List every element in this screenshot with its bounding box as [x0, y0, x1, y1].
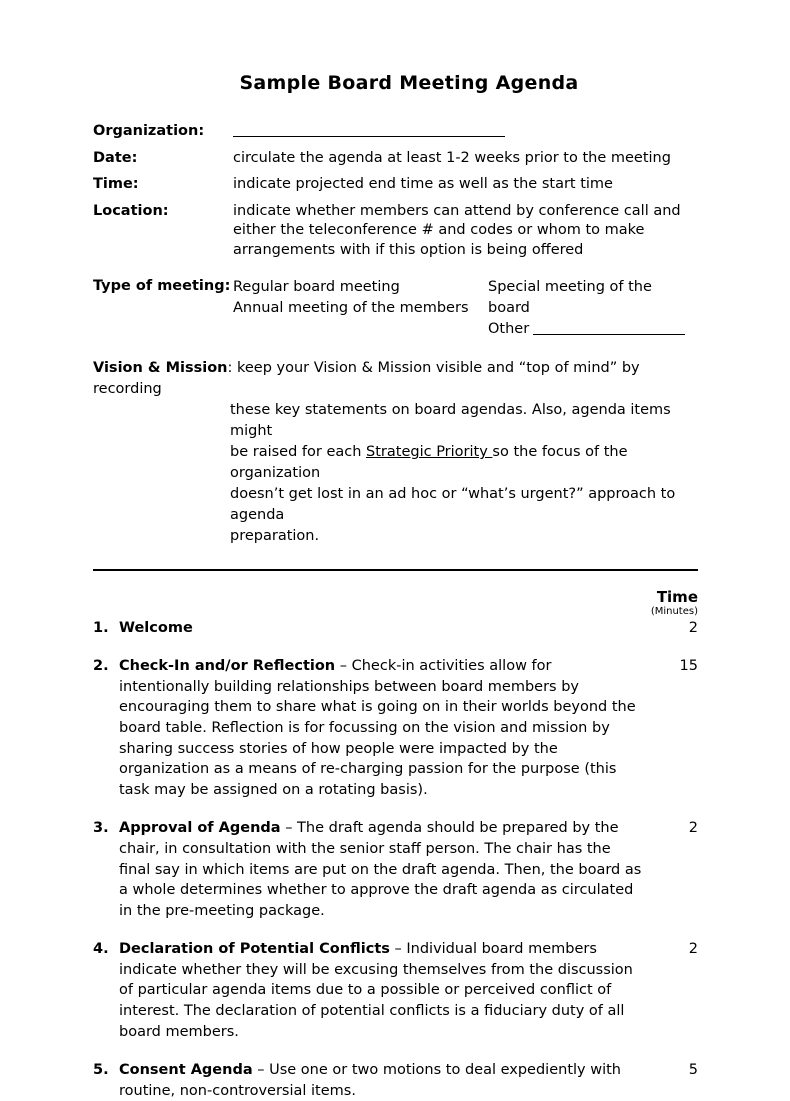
vision-mission-line1: : keep your Vision & Mission visible and “top of mind” by recording [93, 360, 640, 398]
agenda-item-time: 15 [679, 658, 698, 675]
organization-blank-line[interactable] [233, 125, 505, 137]
agenda-item-title: Consent Agenda [119, 1062, 253, 1079]
meta-value-location: indicate whether members can attend by conference call and either the teleconference # and codes or whom to make arrangements with if this option is being offered [233, 202, 681, 258]
meta-value-time: indicate projected end time as well as the start time [233, 176, 613, 193]
meta-value-date: circulate the agenda at least 1-2 weeks prior to the meeting [233, 149, 671, 166]
agenda-item-number: 2. [93, 658, 109, 675]
agenda-item [93, 818, 698, 921]
meta-row-date [93, 149, 694, 169]
time-heading: Time [656, 588, 698, 607]
agenda-item-number: 5. [93, 1062, 109, 1079]
meeting-type-other-blank-line[interactable] [533, 323, 685, 335]
meeting-type-column-right [488, 277, 694, 339]
meta-label-type-of-meeting: Type of meeting: [93, 278, 231, 295]
agenda-item [93, 656, 698, 800]
agenda-item-number: 3. [93, 820, 109, 837]
agenda-item-body [119, 1060, 652, 1101]
agenda-item-title: Declaration of Potential Conflicts [119, 941, 390, 958]
meta-row-type-of-meeting [93, 277, 694, 339]
meeting-type-annual[interactable]: Annual meeting of the members [233, 299, 469, 316]
vision-line3-post: so the focus of the organization [230, 444, 628, 482]
agenda-item-body [119, 818, 652, 921]
meeting-type-column-left [233, 277, 488, 339]
meta-label-time: Time: [93, 176, 139, 193]
agenda-item-title: Check-In and/or Reflection [119, 658, 336, 675]
agenda-item-description: – The draft agenda should be prepared by the chair, in consultation with the senior staff person. The chair has the final say in which items are put on the draft agenda. Then, the board as a whole determines whether to approve the draft agenda as circulated in the pre-meeting package. [119, 820, 642, 919]
agenda-items-list [0, 618, 790, 1101]
agenda-item-time: 2 [688, 619, 698, 636]
vision-mission-section [0, 358, 790, 547]
agenda-item-number: 1. [93, 619, 109, 636]
agenda-item-time: 5 [688, 1062, 698, 1079]
meta-row-location [93, 202, 694, 261]
agenda-item-description: – Individual board members indicate whether they will be excusing themselves from the discussion of particular agenda items due to a possible or perceived conflict of interest. The declaration of potential conflicts is a fiduciary duty of all board members. [119, 941, 633, 1040]
meta-label-organization: Organization: [93, 123, 205, 139]
agenda-item [93, 618, 698, 639]
vision-mission-line2: these key statements on board agendas. Also, agenda items might [230, 402, 671, 440]
agenda-item-body [119, 656, 652, 800]
agenda-item [93, 1060, 698, 1101]
agenda-item-description: – Check-in activities allow for intentionally building relationships between board members by encouraging them to share what is going on in their worlds beyond the board table. Reflection is for focussing on the vision and mission by sharing success stories of how people were impacted by the organization as a means of re-charging passion for the purpose (this task may be assigned on a rotating basis). [119, 658, 636, 798]
agenda-item-time: 2 [688, 820, 698, 837]
meeting-type-other-label: Other [488, 320, 530, 337]
time-column-header [0, 571, 790, 618]
vision-mission-line3 [230, 442, 698, 484]
agenda-item-time: 2 [688, 941, 698, 958]
agenda-item-description: – Use one or two motions to deal expediently with routine, non-controversial items. [119, 1062, 621, 1099]
agenda-item-body [119, 939, 652, 1042]
vision-line3-pre: be raised for each [230, 444, 367, 461]
vision-mission-label: Vision & Mission [93, 360, 228, 377]
meta-label-date: Date: [93, 149, 138, 166]
vision-mission-line5: preparation. [230, 528, 320, 545]
meta-label-location: Location: [93, 202, 169, 219]
meta-value-organization [233, 122, 694, 142]
agenda-item-title: Welcome [119, 619, 193, 636]
vision-mission-line4: doesn’t get lost in an ad hoc or “what’s urgent?” approach to agenda [230, 486, 676, 524]
agenda-item-title: Approval of Agenda [119, 820, 281, 837]
time-subheading: (Minutes) [650, 605, 698, 617]
agenda-item-number: 4. [93, 941, 109, 958]
agenda-item [93, 939, 698, 1042]
meta-row-organization [93, 122, 694, 142]
meta-section [0, 122, 790, 339]
meta-row-time [93, 175, 694, 195]
meeting-type-special[interactable]: Special meeting of the board [488, 279, 652, 316]
agenda-item-body [119, 618, 652, 639]
page-title: Sample Board Meeting Agenda [239, 72, 579, 94]
meeting-type-other[interactable] [488, 319, 694, 340]
strategic-priority-link[interactable]: Strategic Priority [366, 444, 493, 461]
meeting-type-regular[interactable]: Regular board meeting [233, 279, 400, 296]
